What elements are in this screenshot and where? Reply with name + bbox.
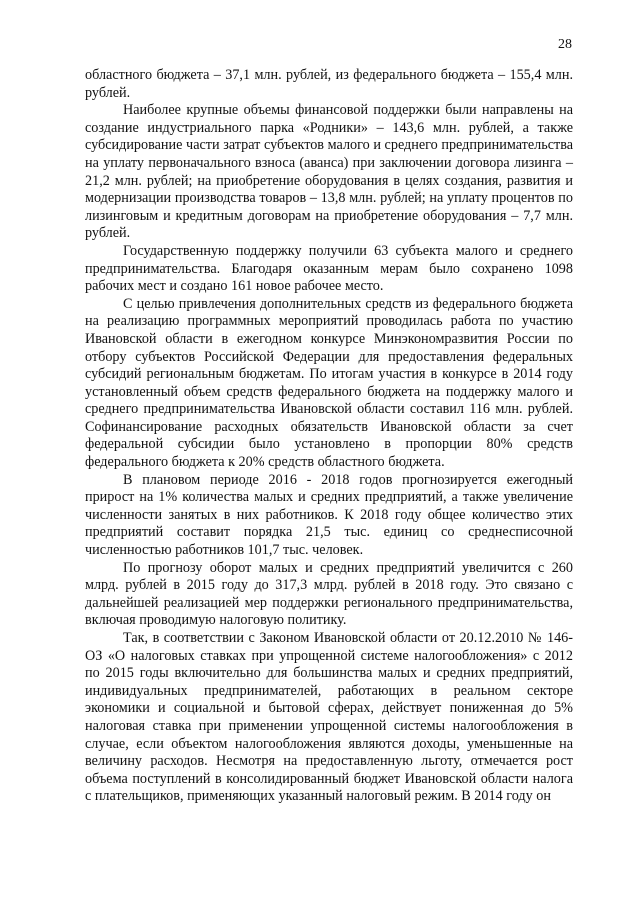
paragraph-turnover-forecast: По прогнозу оборот малых и средних предприятий увеличится с 260 млрд. рублей в 2015 году до 317,3 млрд. рублей в 2018 году. Это связано с дальнейшей реализацией мер поддержки регионального предпринимательства, включая проводимую налоговую политику. bbox=[85, 559, 573, 629]
document-body bbox=[85, 67, 573, 806]
paragraph-financial-support: Наиболее крупные объемы финансовой поддержки были направлены на создание индустриального парка «Родники» – 143,6 млн. рублей, а также субсидирование части затрат субъектов малого и среднего предпринимательства на уплату первоначального взноса (аванса) при заключении договора лизинга – 21,2 млн. рублей; на приобретение оборудования в целях создания, развития и модернизации производства товаров – 13,8 млн. рублей; на уплату процентов по лизинговым и кредитным договорам на приобретение оборудования – 7,7 млн. рублей. bbox=[85, 102, 573, 242]
page-number: 28 bbox=[558, 37, 572, 52]
paragraph-federal-competition: С целью привлечения дополнительных средств из федерального бюджета на реализацию программных мероприятий проводилась работа по участию Ивановской области в ежегодном конкурсе Минэкономразвития России по отбору субъектов Российской Федерации для предоставления федеральных субсидий региональным бюджетам. По итогам участия в конкурсе в 2014 году установленный объем средств федерального бюджета на поддержку малого и среднего предпринимательства Ивановской области составил 116 млн. рублей. Софинансирование расходных обязательств Ивановской области за счет федеральной субсидии было установлено в пропорции 80% средств федерального бюджета к 20% средств областного бюджета. bbox=[85, 295, 573, 471]
paragraph-planning-period: В плановом периоде 2016 - 2018 годов прогнозируется ежегодный прирост на 1% количества малых и средних предприятий, а также увеличение численности занятых в них работников. К 2018 году общее количество этих предприятий составит порядка 21,5 тыс. единиц со среднесписочной численностью работников 101,7 тыс. человек. bbox=[85, 471, 573, 559]
paragraph-tax-law: Так, в соответствии с Законом Ивановской области от 20.12.2010 № 146-ОЗ «О налоговых ставках при упрощенной системе налогообложения» с 2012 по 2015 годы включительно для большинства малых и средних предприятий, индивидуальных предпринимателей, работающих в реальном секторе экономики и социальной и бытовой сферах, действует пониженная до 5% налоговая ставка при применении упрощенной системы налогообложения в случае, если объектом налогообложения являются доходы, уменьшенные на величину расходов. Несмотря на предоставленную льготу, отмечается рост объема поступлений в консолидированный бюджет Ивановской области налога с плательщиков, применяющих указанный налоговый режим. В 2014 году он bbox=[85, 630, 573, 805]
paragraph-budget-continuation: областного бюджета – 37,1 млн. рублей, из федерального бюджета – 155,4 млн. рублей. bbox=[85, 67, 573, 101]
paragraph-state-support: Государственную поддержку получили 63 субъекта малого и среднего предпринимательства. Благодаря оказанным мерам было сохранено 1098 рабочих мест и создано 161 новое рабочее место. bbox=[85, 242, 573, 295]
